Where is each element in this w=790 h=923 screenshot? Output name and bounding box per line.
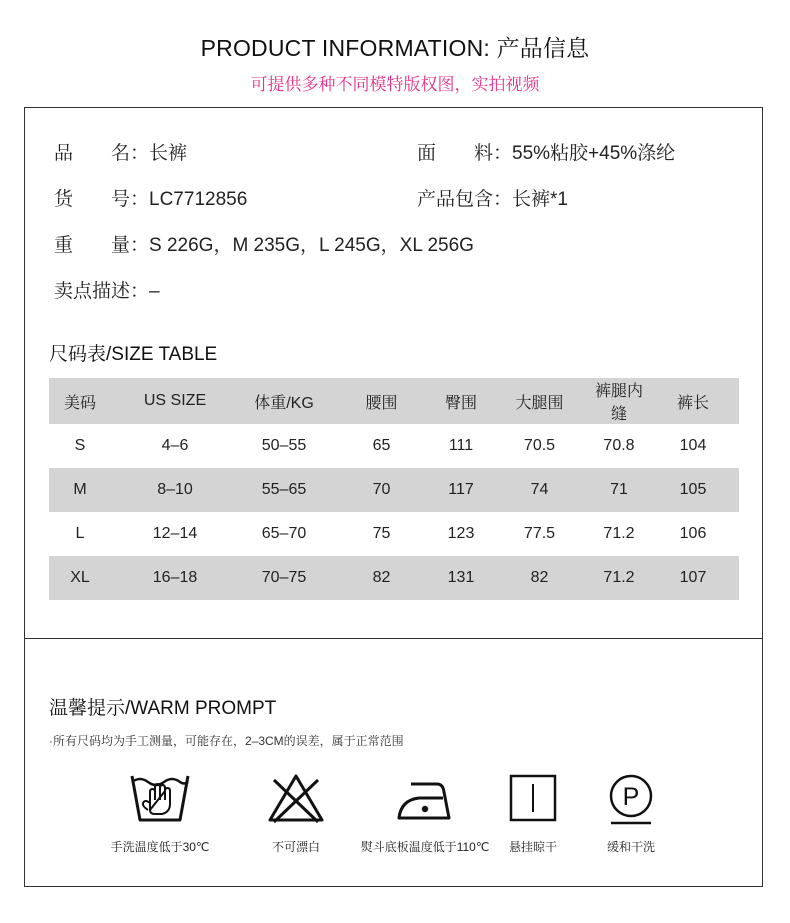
size-table-header: 裤腿内缝 [594,383,643,423]
size-table-header: 臀围 [444,394,477,412]
table-cell: 75 [372,525,391,542]
size-table-header: US SIZE [143,392,207,409]
table-cell: 71.2 [603,525,635,542]
info-name [54,138,187,165]
size-table-title: 尺码表/SIZE TABLE [49,344,218,365]
table-cell: 82 [372,569,391,586]
info-weight [54,230,474,257]
table-cell: 70.5 [523,437,556,454]
info-sku-label: 货 号： [54,189,150,210]
info-sku-value: LC7712856 [149,189,248,210]
info-name-value: 长裤 [149,143,188,164]
table-cell: 71 [610,481,628,498]
care-label: 熨斗底板温度低于110℃ [360,840,490,854]
table-cell: 70.8 [603,437,635,454]
table-cell: 77.5 [523,525,556,542]
table-cell: 104 [679,437,707,454]
care-label: 悬挂晾干 [508,840,557,854]
care-item-gentle-dry-clean [556,770,706,855]
info-weight-value: S 226G，M 235G，L 245G，XL 256G [149,235,474,256]
table-cell: S [74,437,86,454]
table-cell: 8–10 [157,481,193,498]
warm-prompt-note: ·所有尺码均为手工测量，可能存在，2–3CM的误差，属于正常范围 [49,734,404,748]
table-cell: 123 [447,525,475,542]
info-fabric [417,138,675,165]
care-label: 缓和干洗 [606,840,655,854]
table-cell: 4–6 [161,437,189,454]
svg-text:P: P [622,783,640,811]
size-table-header-row [49,378,739,424]
page-title: PRODUCT INFORMATION: 产品信息 [200,35,590,61]
size-table-header: 大腿围 [515,394,564,412]
info-weight-label: 重 量： [54,235,150,256]
info-selling [54,276,160,303]
info-name-label: 品 名： [54,143,150,164]
size-table [49,378,739,600]
no-bleach-icon [264,770,328,826]
table-cell: 71.2 [603,569,635,586]
info-includes [417,184,568,211]
table-cell: 12–14 [152,525,198,542]
page-subtitle: 可提供多种不同模特版权图，实拍视频 [250,75,540,94]
table-cell: 70 [372,481,391,498]
table-row [49,468,739,512]
info-selling-label: 卖点描述： [54,281,150,302]
table-cell: 55–65 [261,481,307,498]
iron-icon [393,770,457,826]
info-includes-label: 产品包含： [417,189,513,210]
table-cell: 65 [372,437,391,454]
info-selling-value: – [149,281,160,302]
table-cell: 70–75 [261,569,307,586]
table-cell: 111 [448,437,474,454]
table-row [49,556,739,600]
info-fabric-label: 面 料： [417,143,513,164]
table-row [49,424,739,468]
info-includes-value: 长裤*1 [512,189,568,210]
table-cell: M [73,481,87,498]
table-cell: 50–55 [261,437,307,454]
care-label: 不可漂白 [271,840,320,854]
size-table-header: 美码 [63,394,96,412]
info-fabric-value: 55%粘胶+45%涤纶 [512,143,676,164]
table-cell: 74 [530,481,549,498]
care-label: 手洗温度低于30℃ [110,840,210,854]
table-cell: 117 [448,481,474,498]
section-divider [24,638,763,639]
table-cell: L [75,525,85,542]
table-cell: 65–70 [261,525,307,542]
table-cell: 105 [679,481,707,498]
size-table-header: 体重/KG [254,394,314,412]
table-cell: XL [70,569,90,586]
table-row [49,512,739,556]
table-cell: 106 [679,525,707,542]
table-cell: 82 [530,569,549,586]
size-table-header: 腰围 [365,394,398,412]
table-cell: 107 [679,569,707,586]
gentle-dry-clean-icon [599,770,663,830]
table-cell: 131 [447,569,475,586]
size-table-header: 裤长 [676,394,709,412]
care-item-hand-wash [85,770,235,855]
hand-wash-icon [128,770,192,826]
warm-prompt-title: 温馨提示/WARM PROMPT [49,698,277,719]
table-cell: 16–18 [152,569,198,586]
info-sku [54,184,247,211]
